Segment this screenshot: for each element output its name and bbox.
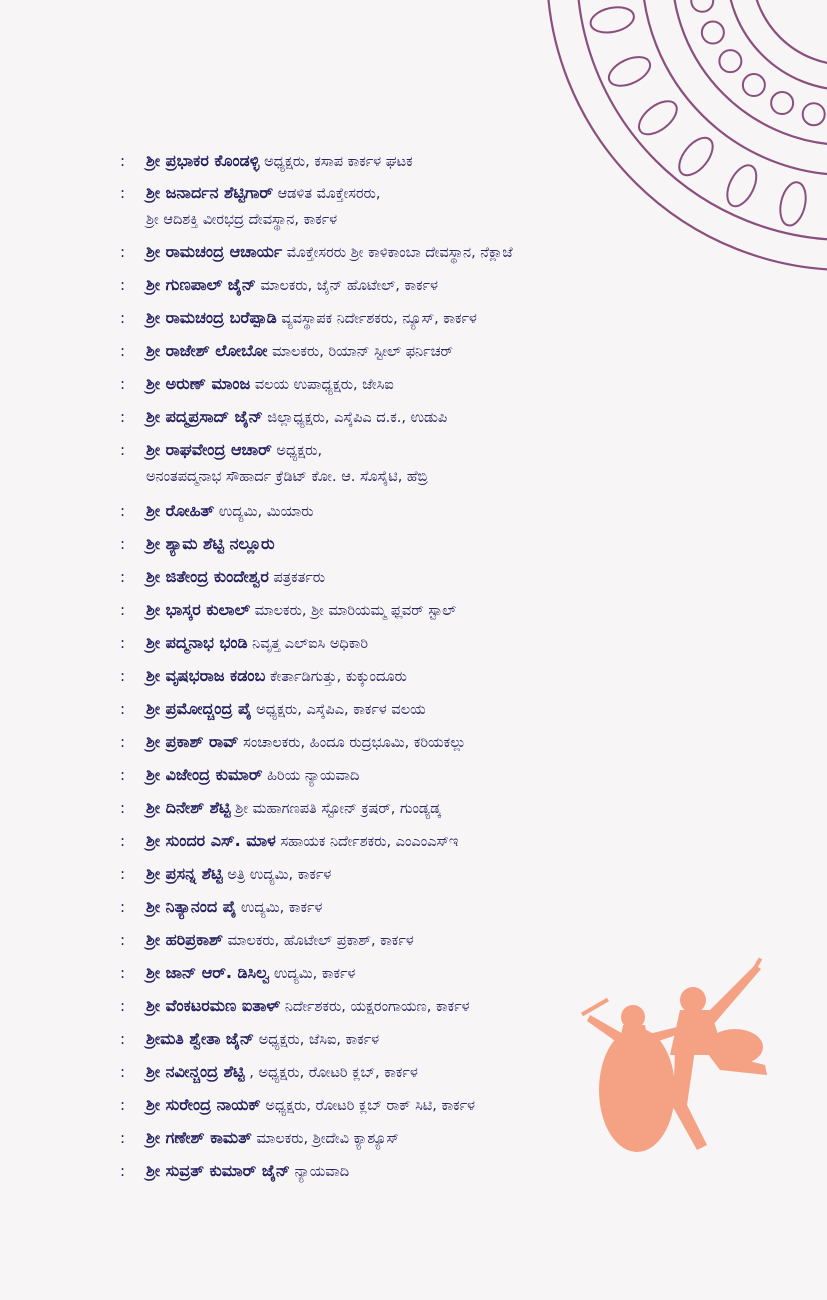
entry-text — [146, 565, 646, 590]
list-item — [0, 928, 827, 956]
list-item — [0, 730, 827, 758]
entry-text — [146, 306, 646, 331]
person-name: ಶ್ರೀ ಪ್ರಭಾಕರ ಕೊಂಡಳ್ಳಿ — [146, 151, 260, 170]
colon-marker: : — [120, 535, 126, 553]
person-role: ಸಂಚಾಲಕರು, ಹಿಂದೂ ರುದ್ರಭೂಮಿ, ಕರಿಯಕಲ್ಲು — [243, 735, 466, 751]
person-role: ಅಧ್ಯಕ್ಷರು, ಎಸ್ಕೆಪಿಎ, ಕಾರ್ಕಳ ವಲಯ — [256, 702, 426, 718]
list-item — [0, 1060, 827, 1088]
list-item — [0, 149, 827, 177]
list-item — [0, 532, 827, 560]
person-role: ಅಧ್ಯಕ್ಷರು, ಜೆಸಿಐ, ಕಾರ್ಕಳ — [258, 1032, 380, 1048]
person-name: ಶ್ರೀ ರಾಘವೇಂದ್ರ ಆಚಾರ್ — [146, 440, 272, 459]
person-role: ಉದ್ಯಮಿ, ಕಾರ್ಕಳ — [240, 900, 323, 916]
list-item — [0, 372, 827, 400]
person-role: ಉದ್ಯಮಿ, ಮಿಯಾರು — [218, 504, 314, 520]
entry-text — [146, 240, 646, 265]
list-item — [0, 438, 827, 494]
list-item — [0, 895, 827, 923]
person-role: ಮಾಲಕರು, ಜೈನ್ ಹೊಟೇಲ್, ಕಾರ್ಕಳ — [260, 278, 439, 294]
entry-text — [146, 961, 646, 986]
person-name: ಶ್ರೀ ವಿಜೇಂದ್ರ ಕುಮಾರ್ — [146, 765, 263, 784]
list-item — [0, 862, 827, 890]
person-name: ಶ್ರೀ ಪ್ರಮೋದ್ಚಂದ್ರ ಪೈ — [146, 699, 252, 718]
person-name: ಶ್ರೀ ನವೀನ್ಚಂದ್ರ ಶೆಟ್ಟಿ — [146, 1062, 245, 1081]
entry-text — [146, 1159, 646, 1184]
colon-marker: : — [120, 184, 126, 202]
person-name: ಶ್ರೀ ರಾಮಚಂದ್ರ ಬರೆಪ್ಪಾಡಿ — [146, 308, 277, 327]
list-item — [0, 240, 827, 268]
colon-marker: : — [120, 865, 126, 883]
colon-marker: : — [120, 408, 126, 426]
colon-marker: : — [120, 1063, 126, 1081]
entry-text — [146, 928, 646, 953]
entry-text — [146, 532, 646, 557]
list-item — [0, 763, 827, 791]
entry-text — [146, 499, 646, 524]
person-role: ಪತ್ರಕರ್ತರು — [273, 570, 326, 586]
person-name: ಶ್ರೀ ಗಣೇಶ್ ಕಾಮತ್ — [146, 1128, 252, 1147]
list-item — [0, 1126, 827, 1154]
colon-marker: : — [120, 1030, 126, 1048]
entry-text — [146, 438, 646, 491]
list-item — [0, 181, 827, 237]
colon-marker: : — [120, 441, 126, 459]
colon-marker: : — [120, 733, 126, 751]
person-name: ಶ್ರೀ ಜನಾರ್ದನ ಶೆಟ್ಟಿಗಾರ್ — [146, 183, 273, 202]
colon-marker: : — [120, 243, 126, 261]
list-item — [0, 273, 827, 301]
person-name: ಶ್ರೀ ಪ್ರಕಾಶ್ ರಾವ್ — [146, 732, 239, 751]
entry-text — [146, 796, 646, 821]
entry-text — [146, 598, 646, 623]
person-role: ಸಹಾಯಕ ನಿರ್ದೇಶಕರು, ಎಂಎಂಎಸ್ಇ — [280, 834, 459, 850]
list-item — [0, 631, 827, 659]
person-name: ಶ್ರೀ ಗುಣಪಾಲ್ ಜೈನ್ — [146, 275, 256, 294]
list-item — [0, 1159, 827, 1187]
person-name: ಶ್ರೀ ಪ್ರಸನ್ನ ಶೆಟ್ಟಿ — [146, 864, 223, 883]
list-item — [0, 829, 827, 857]
list-item — [0, 405, 827, 433]
person-role: ಮಾಲಕರು, ರಿಯಾನ್ ಸ್ಟೀಲ್ ಫರ್ನಿಚರ್ — [272, 344, 453, 360]
person-name: ಶ್ರೀ ಸುರೇಂದ್ರ ನಾಯಕ್ — [146, 1095, 261, 1114]
person-role: ನ್ಯಾಯವಾದಿ — [294, 1164, 350, 1180]
list-item — [0, 961, 827, 989]
colon-marker: : — [120, 964, 126, 982]
colon-marker: : — [120, 832, 126, 850]
person-name: ಶ್ರೀ ವೃಷಭರಾಜ ಕಡಂಬ — [146, 666, 266, 685]
entry-text — [146, 829, 646, 854]
person-name: ಶ್ರೀ ವೆಂಕಟರಮಣ ಐತಾಳ್ — [146, 996, 281, 1015]
entry-text — [146, 763, 646, 788]
person-name: ಶ್ರೀ ಜಿತೇಂದ್ರ ಕುಂದೇಶ್ವರ — [146, 567, 269, 586]
list-item — [0, 1093, 827, 1121]
person-name: ಶ್ರೀ ಪದ್ಮಪ್ರಸಾದ್ ಜೈನ್ — [146, 407, 263, 426]
colon-marker: : — [120, 152, 126, 170]
person-role: ಹಿರಿಯ ನ್ಯಾಯವಾದಿ — [267, 768, 360, 784]
colon-marker: : — [120, 700, 126, 718]
person-role: ಮಾಲಕರು, ಶ್ರೀ ಮಾರಿಯಮ್ಮ ಫ್ಲವರ್ ಸ್ಟಾಲ್ — [254, 603, 457, 619]
colon-marker: : — [120, 931, 126, 949]
colon-marker: : — [120, 276, 126, 294]
person-role: ಆಡಳಿತ ಮೊಕ್ತೇಸರರು, — [277, 186, 381, 202]
person-name: ಶ್ರೀ ಸುಂದರ ಎಸ್. ಮಾಳ — [146, 831, 276, 850]
entry-text — [146, 631, 646, 656]
list-item — [0, 598, 827, 626]
list-item — [0, 1027, 827, 1055]
person-role: , ಅಧ್ಯಕ್ಷರು, ರೋಟರಿ ಕ್ಲಬ್, ಕಾರ್ಕಳ — [249, 1065, 418, 1081]
person-name: ಶ್ರೀ ನಿತ್ಯಾನಂದ ಪೈ — [146, 897, 237, 916]
person-name: ಶ್ರೀ ರಾಜೇಶ್ ಲೋಬೋ — [146, 341, 268, 360]
person-role: ವ್ಯವಸ್ಥಾಪಕ ನಿರ್ದೇಶಕರು, ನ್ಯೂಸ್, ಕಾರ್ಕಳ — [281, 311, 477, 327]
person-name: ಶ್ರೀ ಸುವ್ರತ್ ಕುಮಾರ್ ಜೈನ್ — [146, 1161, 290, 1180]
person-role-continued: ಶ್ರೀ ಆದಿಶಕ್ತಿ ವೀರಭದ್ರ ದೇವಸ್ಥಾನ, ಕಾರ್ಕಳ — [146, 212, 338, 228]
person-role: ಅತ್ರಿ ಉದ್ಯಮಿ, ಕಾರ್ಕಳ — [227, 867, 332, 883]
colon-marker: : — [120, 1096, 126, 1114]
entry-text — [146, 1093, 646, 1118]
list-item — [0, 796, 827, 824]
list-item — [0, 565, 827, 593]
entry-text — [146, 339, 646, 364]
entry-text — [146, 1126, 646, 1151]
person-role: ಮೊಕ್ತೇಸರರು ಶ್ರೀ ಕಾಳಿಕಾಂಬಾ ದೇವಸ್ಥಾನ, ನೆಕ್ಲಾಜೆ — [286, 245, 513, 261]
entry-text — [146, 1060, 646, 1085]
colon-marker: : — [120, 568, 126, 586]
person-role: ವಲಯ ಉಪಾಧ್ಯಕ್ಷರು, ಜೇಸಿಐ — [254, 377, 394, 393]
person-name: ಶ್ರೀ ಅರುಣ್ ಮಾಂಜ — [146, 374, 251, 393]
entry-text — [146, 149, 646, 174]
entry-text — [146, 730, 646, 755]
person-role: ನಿರ್ದೇಶಕರು, ಯಕ್ಷರಂಗಾಯಣ, ಕಾರ್ಕಳ — [284, 999, 470, 1015]
colon-marker: : — [120, 375, 126, 393]
person-role: ಜಿಲ್ಲಾಧ್ಯಕ್ಷರು, ಎಸ್ಕೆಪಿಎ ದ.ಕ., ಉಡುಪಿ — [267, 410, 448, 426]
list-item — [0, 697, 827, 725]
colon-marker: : — [120, 997, 126, 1015]
entry-text — [146, 994, 646, 1019]
entry-text — [146, 697, 646, 722]
person-name: ಶ್ರೀ ಶ್ಯಾಮ ಶೆಟ್ಟಿ ನಲ್ಲೂರು — [146, 534, 275, 553]
list-item — [0, 994, 827, 1022]
person-name: ಶ್ರೀ ಪದ್ಮನಾಭ ಭಂಡಿ — [146, 633, 248, 652]
entry-text — [146, 273, 646, 298]
person-role: ಅಧ್ಯಕ್ಷರು, ಕಸಾಪ ಕಾರ್ಕಳ ಘಟಕ — [264, 154, 413, 170]
person-role: ನಿವೃತ್ತ ಎಲ್ಐಸಿ ಅಧಿಕಾರಿ — [252, 636, 369, 652]
entry-text — [146, 862, 646, 887]
person-name: ಶ್ರೀ ರೋಹಿತ್ — [146, 501, 215, 520]
colon-marker: : — [120, 898, 126, 916]
colon-marker: : — [120, 667, 126, 685]
person-role: ಅಧ್ಯಕ್ಷರು, — [276, 443, 323, 459]
colon-marker: : — [120, 1162, 126, 1180]
colon-marker: : — [120, 601, 126, 619]
person-name: ಶ್ರೀ ಜಾನ್ ಆರ್. ಡಿಸಿಲ್ವ — [146, 963, 270, 982]
entry-text — [146, 1027, 646, 1052]
entry-text — [146, 405, 646, 430]
list-item — [0, 306, 827, 334]
entry-text — [146, 664, 646, 689]
person-name: ಶ್ರೀ ರಾಮಚಂದ್ರ ಆಚಾರ್ಯ — [146, 242, 283, 261]
colon-marker: : — [120, 634, 126, 652]
person-role-continued: ಅನಂತಪದ್ಮನಾಭ ಸೌಹಾರ್ದ ಕ್ರೆಡಿಟ್ ಕೋ. ಆ. ಸೊಸೈಟಿ, ಹೆಬ್ರಿ — [146, 469, 428, 485]
person-role: ಅಧ್ಯಕ್ಷರು, ರೋಟರಿ ಕ್ಲಬ್ ರಾಕ್ ಸಿಟಿ, ಕಾರ್ಕಳ — [265, 1098, 476, 1114]
colon-marker: : — [120, 342, 126, 360]
person-name: ಶ್ರೀ ದಿನೇಶ್ ಶೆಟ್ಟಿ — [146, 798, 231, 817]
person-name: ಶ್ರೀ ಹರಿಪ್ರಕಾಶ್ — [146, 930, 223, 949]
entry-text — [146, 895, 646, 920]
person-role: ಉದ್ಯಮಿ, ಕಾರ್ಕಳ — [273, 966, 356, 982]
person-role: ಶ್ರೀ ಮಹಾಗಣಪತಿ ಸ್ಟೋನ್ ಕ್ರಷರ್, ಗುಂಡ್ಯಡ್ಕ — [235, 801, 441, 817]
person-role: ಕೇರ್ತಾಡಿಗುತ್ತು, ಕುಕ್ಕುಂದೂರು — [269, 669, 407, 685]
colon-marker: : — [120, 502, 126, 520]
colon-marker: : — [120, 309, 126, 327]
person-role: ಮಾಲಕರು, ಶ್ರೀದೇವಿ ಕ್ಯಾಶ್ಯೂಸ್ — [256, 1131, 399, 1147]
person-role: ಮಾಲಕರು, ಹೊಟೇಲ್ ಪ್ರಕಾಶ್, ಕಾರ್ಕಳ — [227, 933, 414, 949]
list-item — [0, 664, 827, 692]
colon-marker: : — [120, 766, 126, 784]
person-name: ಶ್ರೀಮತಿ ಶ್ವೇತಾ ಜೈನ್ — [146, 1029, 255, 1048]
list-item — [0, 499, 827, 527]
colon-marker: : — [120, 799, 126, 817]
person-name: ಶ್ರೀ ಭಾಸ್ಕರ ಕುಲಾಲ್ — [146, 600, 251, 619]
entry-text — [146, 372, 646, 397]
colon-marker: : — [120, 1129, 126, 1147]
list-item — [0, 339, 827, 367]
entry-text — [146, 181, 646, 234]
